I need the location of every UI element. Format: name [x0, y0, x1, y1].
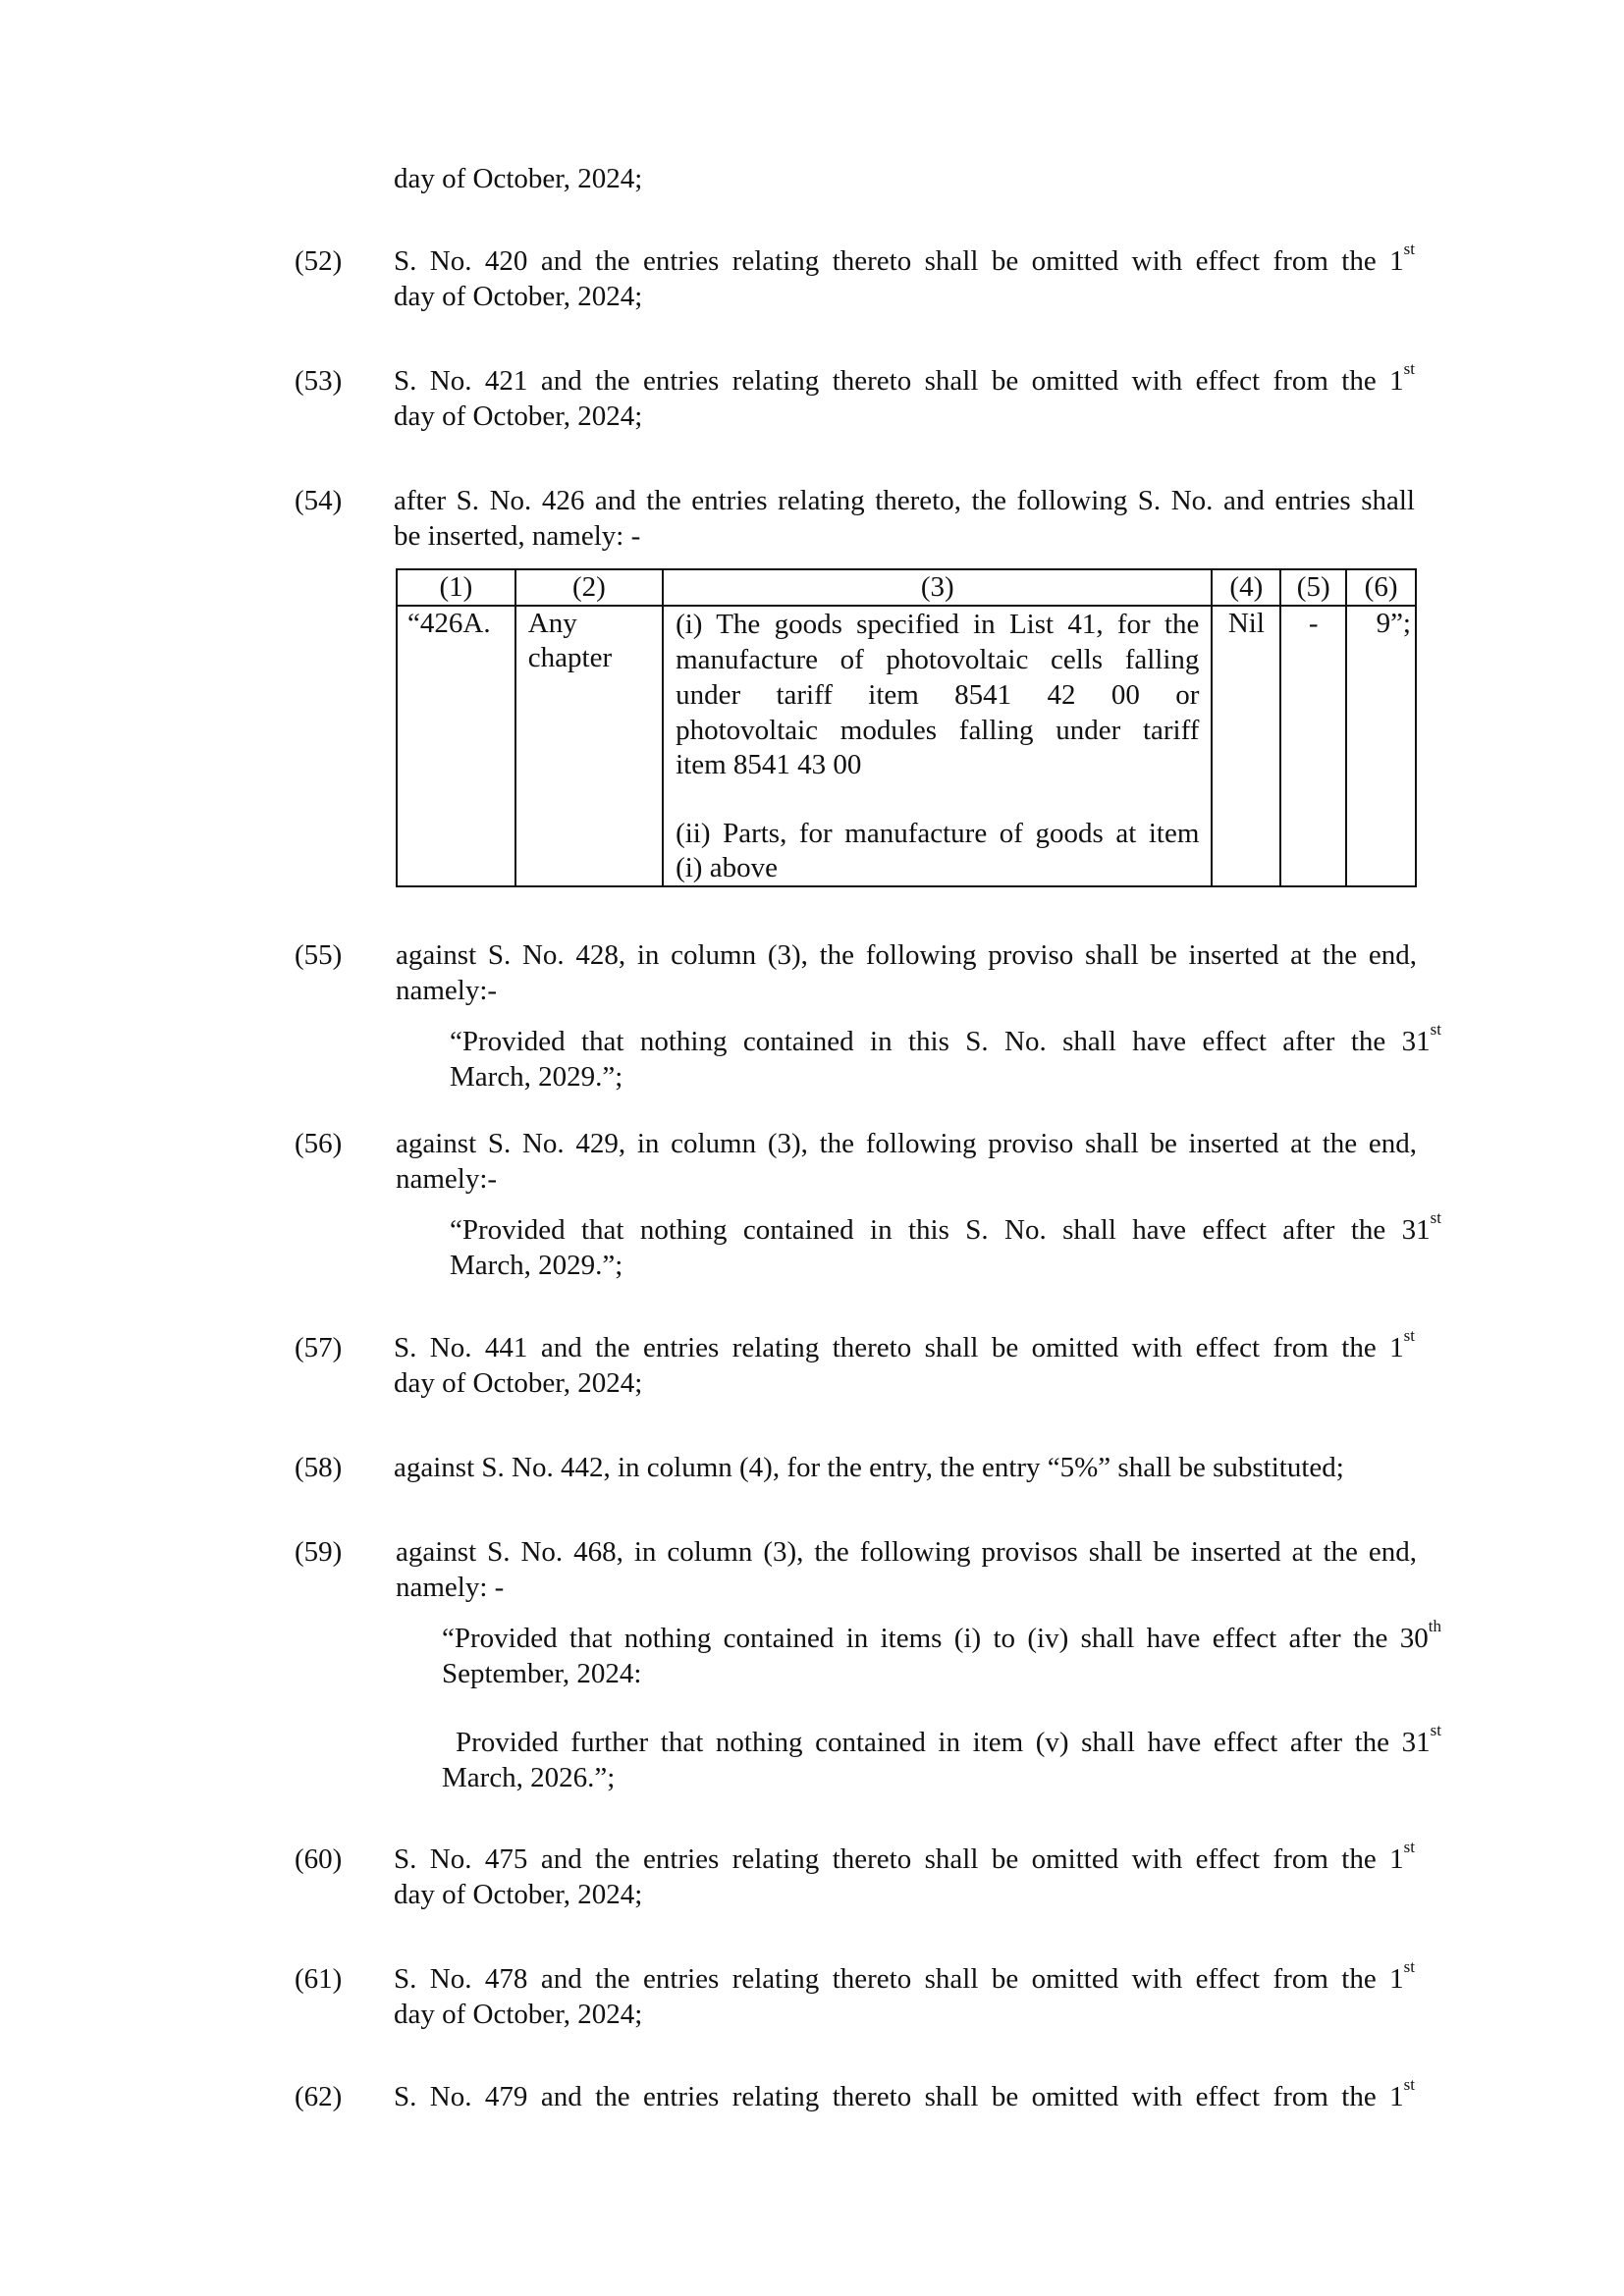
- description-line: under tariff item 8541 42 00 or: [676, 679, 1200, 711]
- item-number-55: (55): [295, 939, 343, 971]
- item-54-line2: be inserted, namely: -: [394, 520, 641, 552]
- proviso-59-line4: March, 2026.”;: [442, 1762, 616, 1793]
- continuation-text: day of October, 2024;: [394, 163, 643, 194]
- proviso-59-line1: “Provided that nothing contained in items (i) to (iv) shall have effect after the 30th: [442, 1617, 1441, 1654]
- proviso-56-line1: “Provided that nothing contained in this S. No. shall have effect after the 31st: [450, 1208, 1441, 1246]
- serial-number-cell: “426A.: [397, 606, 515, 886]
- item-number-53: (53): [295, 365, 343, 397]
- item-number-58: (58): [295, 1452, 343, 1483]
- column5-cell: -: [1280, 606, 1346, 886]
- insertion-table: [396, 568, 1417, 887]
- item-59-line1: against S. No. 468, in column (3), the following provisos shall be inserted at the end,: [396, 1536, 1417, 1568]
- item-number-60: (60): [295, 1843, 343, 1875]
- proviso-56-line2: March, 2029.”;: [450, 1250, 623, 1281]
- item-58-line1: against S. No. 442, in column (4), for the entry, the entry “5%” shall be substituted;: [394, 1452, 1344, 1483]
- item-62-line1: S. No. 479 and the entries relating thereto shall be omitted with effect from the 1st: [394, 2075, 1415, 2112]
- proviso-55-line1: “Provided that nothing contained in this S. No. shall have effect after the 31st: [450, 1020, 1441, 1057]
- rate-cell: Nil: [1212, 606, 1280, 886]
- item-number-62: (62): [295, 2081, 343, 2112]
- item-number-61: (61): [295, 1963, 343, 1995]
- proviso-55-line2: March, 2029.”;: [450, 1061, 623, 1093]
- item-number-59: (59): [295, 1536, 343, 1568]
- column6-cell: 9”;: [1346, 606, 1416, 886]
- item-60-line2: day of October, 2024;: [394, 1879, 643, 1910]
- description-line: item 8541 43 00: [676, 749, 862, 780]
- item-54-line1: after S. No. 426 and the entries relating thereto, the following S. No. and entries shall: [394, 485, 1415, 516]
- description-line: manufacture of photovoltaic cells falling: [676, 644, 1200, 675]
- item-number-56: (56): [295, 1128, 343, 1159]
- proviso-59-line3: Provided further that nothing contained in item (v) shall have effect after the 31st: [456, 1721, 1441, 1758]
- chapter-line: Any: [527, 608, 577, 639]
- item-57-line1: S. No. 441 and the entries relating thereto shall be omitted with effect from the 1st: [394, 1326, 1415, 1363]
- table-header-cell: (2): [515, 569, 663, 606]
- item-60-line1: S. No. 475 and the entries relating thereto shall be omitted with effect from the 1st: [394, 1838, 1415, 1875]
- table-header-row: [397, 569, 1416, 606]
- item-number-52: (52): [295, 245, 343, 277]
- table-header-cell: (6): [1346, 569, 1416, 606]
- item-52-line2: day of October, 2024;: [394, 281, 643, 312]
- description-line: (i) above: [676, 852, 778, 883]
- item-52-line1: S. No. 420 and the entries relating thereto shall be omitted with effect from the 1st: [394, 240, 1415, 277]
- chapter-line: chapter: [527, 642, 613, 673]
- table-header-cell: (1): [397, 569, 515, 606]
- item-56-line1: against S. No. 429, in column (3), the following proviso shall be inserted at the end,: [396, 1128, 1417, 1159]
- description-line: (i) The goods specified in List 41, for the: [676, 609, 1200, 640]
- item-61-line2: day of October, 2024;: [394, 1999, 643, 2030]
- item-56-line2: namely:-: [396, 1163, 498, 1195]
- description-line: photovoltaic modules falling under tariff: [676, 715, 1200, 746]
- item-55-line1: against S. No. 428, in column (3), the following proviso shall be inserted at the end,: [396, 939, 1417, 971]
- description-line: (ii) Parts, for manufacture of goods at item: [676, 818, 1200, 849]
- description-cell: [663, 606, 1212, 886]
- item-55-line2: namely:-: [396, 975, 498, 1006]
- item-53-line1: S. No. 421 and the entries relating thereto shall be omitted with effect from the 1st: [394, 359, 1415, 397]
- table-header-cell: (5): [1280, 569, 1346, 606]
- item-59-line2: namely: -: [396, 1572, 505, 1603]
- proviso-59-line2: September, 2024:: [442, 1658, 642, 1689]
- table-header-cell: (3): [663, 569, 1212, 606]
- table-row: [397, 606, 1416, 886]
- item-number-54: (54): [295, 485, 343, 516]
- item-number-57: (57): [295, 1332, 343, 1363]
- table-header-cell: (4): [1212, 569, 1280, 606]
- item-57-line2: day of October, 2024;: [394, 1367, 643, 1399]
- item-53-line2: day of October, 2024;: [394, 400, 643, 432]
- chapter-cell: [515, 606, 663, 886]
- item-61-line1: S. No. 478 and the entries relating thereto shall be omitted with effect from the 1st: [394, 1957, 1415, 1995]
